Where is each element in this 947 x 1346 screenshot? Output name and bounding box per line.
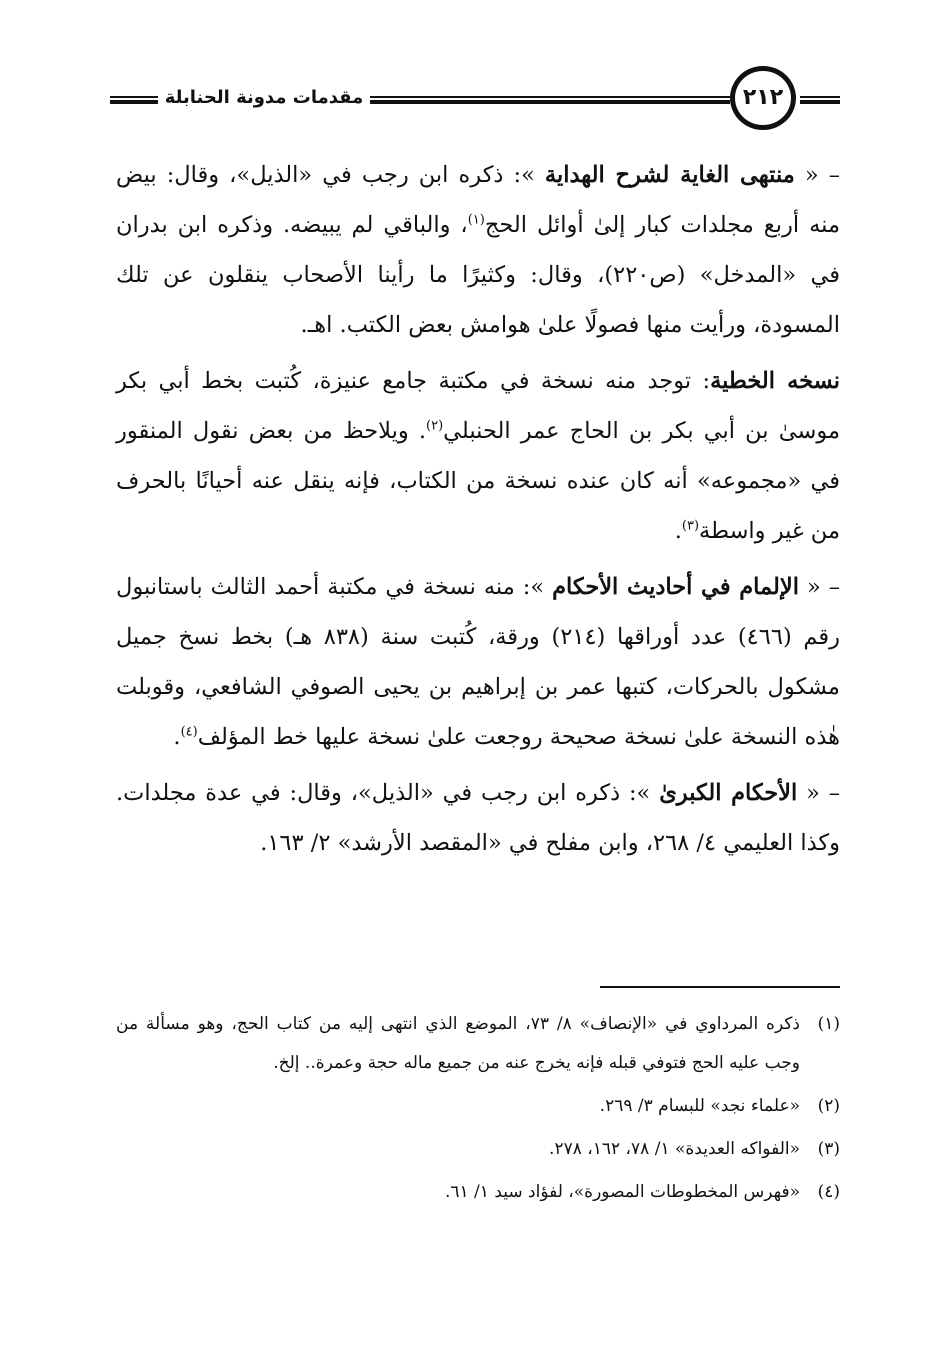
book-title: منتهى الغاية لشرح الهداية [544,162,795,188]
paragraph-text: . ويلاحظ من بعض نقول المنقور في «مجموعه» أنه كان عنده نسخة من الكتاب، فإنه ينقل عنه أحيانًا بالحرف من غير واسطة [116,418,840,544]
paragraph-text: . [173,724,181,750]
paragraph [116,150,840,350]
book-title: الإلمام في أحاديث الأحكام [552,574,799,600]
paragraph [116,562,840,762]
paragraph-text: »: ذكره ابن رجب في «الذيل»، وقال: بيض منه أربع مجلدات كبار إلىٰ أوائل الحج [116,162,840,238]
footnote-number: (٤) [817,1182,840,1202]
footnote-text: «علماء نجد» للبسام ٣/ ٢٦٩. [599,1096,800,1116]
footnote-number: (٣) [817,1139,840,1159]
paragraph-text: . [674,518,682,544]
footnote-marker: (٤) [180,724,198,740]
footnote-text: ذكره المرداوي في «الإنصاف» ٨/ ٧٣، الموضع الذي انتهى إليه من كتاب الحج، وهو مسألة من وجب عليه الحج فتوفي قبله فإنه يخرج عنه من جميع ماله حجة وعمرة.. إلخ. [116,1014,801,1073]
paragraph [116,768,840,868]
paragraph-text: : توجد منه نسخة في مكتبة جامع عنيزة، كُتبت بخط أبي بكر موسىٰ بن أبي بكر بن الحاج عمر الحنبلي [116,368,841,444]
footnote-number: (٢) [817,1096,840,1116]
page-header [110,66,840,130]
page-number-circle [730,66,796,130]
footnote-text: «الفواكه العديدة» ١/ ٧٨، ١٦٢، ٢٧٨. [549,1139,800,1159]
footnote-marker: (٢) [426,418,444,434]
footnotes [116,1005,840,1212]
footnote-item [116,1087,840,1126]
footnote-marker: (١) [467,212,485,228]
page-number: ٢١٢ [742,85,784,110]
footnote-item [116,1130,840,1169]
header-rule-right [800,96,840,104]
running-title: مقدمات مدونة الحنابلة [164,87,364,108]
main-text [116,150,840,868]
paragraph-text: »: منه نسخة في مكتبة أحمد الثالث باستانبول رقم (٤٦٦) عدد أوراقها (٢١٤) ورقة، كُتبت سنة (٨٣٨ هـ) بخط نسخ جميل مشكول بالحركات، كتبها عمر بن إبراهيم بن يحيى الصوفي الشافعي، وقوبلت هٰذه النسخة علىٰ نسخة صحيحة روجعت علىٰ نسخة عليها خط المؤلف [116,574,841,750]
paragraph-text: – « [797,780,840,806]
paragraph [116,356,840,556]
header-rule-left [110,96,158,104]
footnote-item [116,1173,840,1212]
paragraph-text: – « [794,162,840,188]
paragraph-text: ، والباقي لم يبيضه. وذكره ابن بدران في «المدخل» (ص٢٢٠)، وقال: وكثيرًا ما رأينا الأصحاب ينقلون عن تلك المسودة، ورأيت منها فصولًا علىٰ هوامش بعض الكتب. اهـ. [116,212,840,338]
footnote-separator [600,986,840,988]
footnote-number: (١) [817,1014,840,1034]
book-title: الأحكام الكبرىٰ [659,780,798,806]
paragraph-text: »: ذكره ابن رجب في «الذيل»، وقال: في عدة مجلدات. وكذا العليمي ٤/ ٢٦٨، وابن مفلح في «المقصد الأرشد» ٢/ ١٦٣. [116,780,840,856]
footnote-text: «فهرس المخطوطات المصورة»، لفؤاد سيد ١/ ٦١. [444,1182,800,1202]
header-rule-middle [370,96,730,104]
book-title: نسخه الخطية [710,368,840,394]
footnote-marker: (٣) [681,518,700,534]
paragraph-text: – « [798,574,840,600]
footnote-item [116,1005,840,1083]
